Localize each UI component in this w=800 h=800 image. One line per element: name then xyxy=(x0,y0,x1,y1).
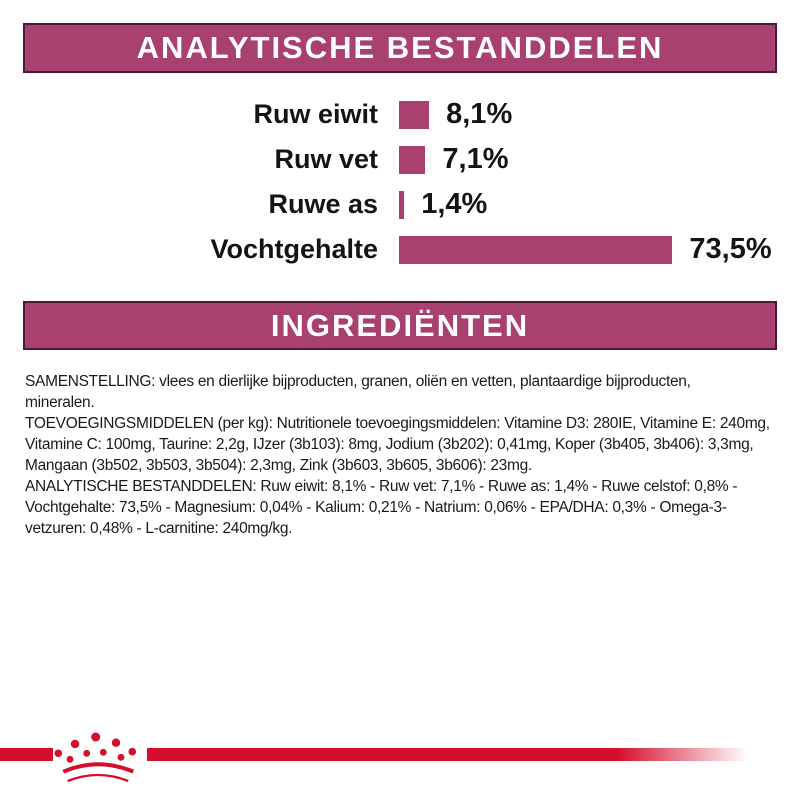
chart-row-vochtgehalte xyxy=(0,227,800,272)
chart-value: 8,1% xyxy=(446,98,513,130)
chart-bar xyxy=(399,236,672,264)
chart-value: 73,5% xyxy=(689,233,772,265)
analytical-text-line: ANALYTISCHE BESTANDDELEN: Ruw eiwit: 8,1% - Ruw vet: 7,1% - Ruwe as: 1,4% - Ruwe celstof: 0,8% - xyxy=(25,478,738,495)
additives-text-line: Vitamine C: 100mg, Taurine: 2,2g, IJzer (3b103): 8mg, Jodium (3b202): 0,41mg, Koper (3b405, 3b406): 3,3mg, xyxy=(25,436,754,453)
analytical-section-title: ANALYTISCHE BESTANDDELEN xyxy=(136,30,664,65)
ingredients-section-title: INGREDIËNTEN xyxy=(270,307,530,343)
chart-value: 7,1% xyxy=(442,143,509,175)
brand-stripe-right xyxy=(147,748,800,761)
analytical-text-line: Vochtgehalte: 73,5% - Magnesium: 0,04% - Kalium: 0,21% - Natrium: 0,06% - EPA/DHA: 0,3% - Omega-3- xyxy=(25,499,727,516)
nutrition-bar-chart xyxy=(0,92,800,272)
analytical-section-banner xyxy=(23,23,777,73)
additives-text-line: TOEVOEGINGSMIDDELEN (per kg): Nutritionele toevoegingsmiddelen: Vitamine D3: 280IE, Vitamine E: 240mg, xyxy=(25,415,770,432)
chart-bar xyxy=(399,191,404,219)
chart-row-ruw-eiwit xyxy=(0,92,800,137)
additives-text-line: Mangaan (3b502, 3b503, 3b504): 2,3mg, Zink (3b603, 3b605, 3b606): 23mg. xyxy=(25,457,532,474)
chart-label: Ruw vet xyxy=(274,144,378,174)
chart-row-ruw-vet xyxy=(0,137,800,182)
composition-text-line: mineralen. xyxy=(25,394,95,411)
chart-value: 1,4% xyxy=(421,188,488,220)
ingredients-section-banner xyxy=(23,301,777,350)
chart-label: Ruw eiwit xyxy=(253,99,378,129)
chart-label: Ruwe as xyxy=(268,189,378,219)
chart-row-ruwe-as xyxy=(0,182,800,227)
composition-text-line: SAMENSTELLING: vlees en dierlijke bijproducten, granen, oliën en vetten, plantaardige bijproducten, xyxy=(25,373,691,390)
chart-bar xyxy=(399,101,429,129)
analytical-text-line: vetzuren: 0,48% - L-carnitine: 240mg/kg. xyxy=(25,520,293,537)
royal-canin-crown-icon xyxy=(48,728,148,784)
chart-label: Vochtgehalte xyxy=(210,234,378,264)
chart-bar xyxy=(399,146,425,174)
label-text-block xyxy=(25,371,797,539)
brand-stripe-left xyxy=(0,748,53,761)
